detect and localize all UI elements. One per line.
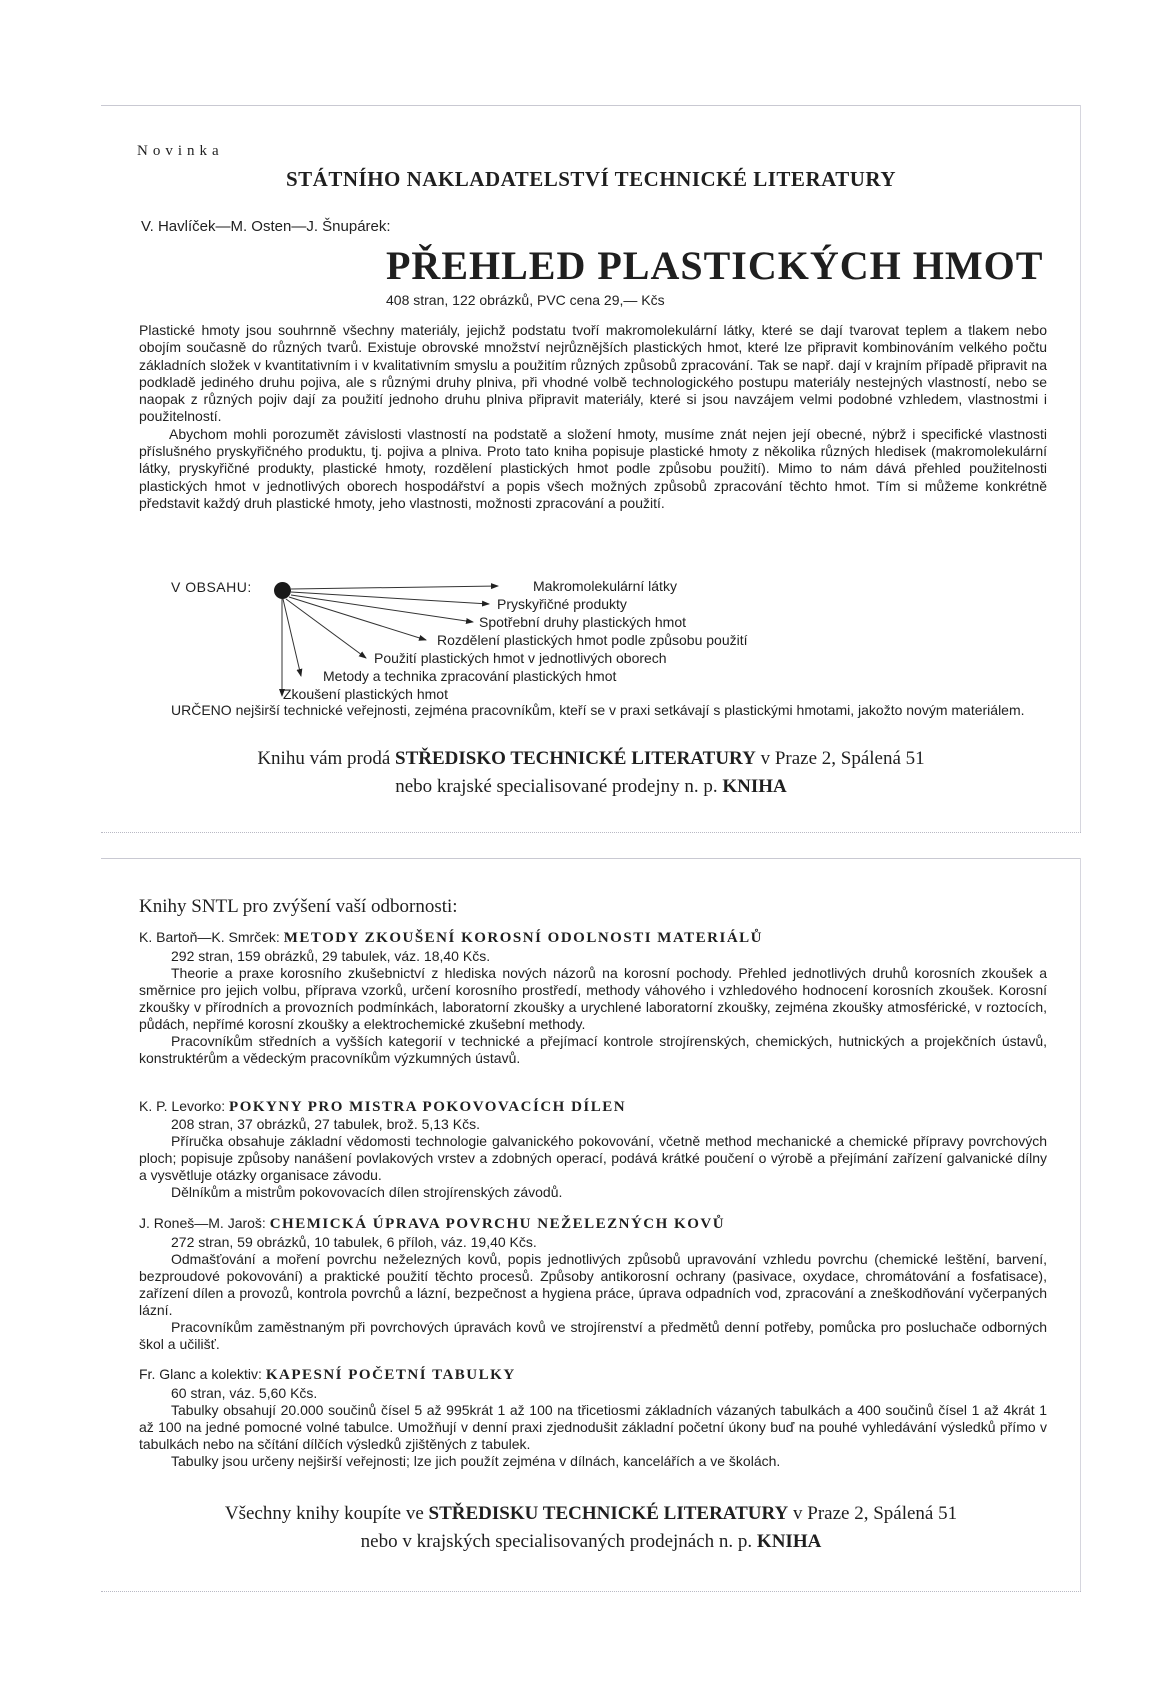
book-title: PŘEHLED PLASTICKÝCH HMOT <box>386 243 1044 288</box>
section-heading: Knihy SNTL pro zvýšení vaší odbornosti: <box>139 896 458 917</box>
contents-item: Spotřební druhy plastických hmot <box>479 614 686 630</box>
book-description <box>139 1133 1047 1201</box>
store-name: KNIHA <box>756 1531 822 1552</box>
book-title: POKYNY PRO MISTRA POKOVOVACÍCH DÍLEN <box>229 1099 627 1115</box>
contents-bullet <box>274 582 291 599</box>
sales-prefix: Knihu vám prodá <box>257 748 391 769</box>
description-paragraph: Plastické hmoty jsou souhrnně všechny materiály, jejichž podstatu tvoří makromolekulární látky, které se dají tvarovat teplem a tlakem nebo obojím současně do různých tvarů. Existuje obrovské množství nejrůznějších plastických hmot, které lze připravit kombinováním velkého počtu základních složek v kvantitativním i v kvalitativním smyslu a použitím různých způsobů zpracování. Tak se např. dají v krajním případě připravit na podkladě jediného druhu pojiva, ale s různými druhy plniva, při vhodné volbě technologického postupu materiály nestejných vlastností, nebo se naopak z různých pojiv dají za použití jednoho druhu plniva připravit materiály, které si jsou navzájem velmi podobné vzhledem, vlastnostmi i použitelností. <box>139 322 1047 425</box>
book-authors: Fr. Glanc a kolektiv: <box>139 1366 262 1382</box>
sales-prefix: nebo v krajských specialisovaných prodejnách n. p. <box>360 1531 753 1552</box>
book-entry-header <box>139 1215 725 1233</box>
book-description <box>139 322 1047 512</box>
description-paragraph: Dělníkům a mistrům pokovovacích dílen strojírenských závodů. <box>171 1184 563 1200</box>
contents-item: Makromolekulární látky <box>533 578 677 594</box>
book-meta: 60 stran, váz. 5,60 Kčs. <box>171 1385 318 1401</box>
book-title: CHEMICKÁ ÚPRAVA POVRCHU NEŽELEZNÝCH KOVŮ <box>269 1216 726 1232</box>
book-title: KAPESNÍ POČETNÍ TABULKY <box>265 1367 516 1383</box>
top-rule <box>101 858 1081 859</box>
book-meta: 292 stran, 159 obrázků, 29 tabulek, váz. 18,40 Kčs. <box>171 948 491 964</box>
book-description <box>139 1251 1047 1353</box>
book-meta: 208 stran, 37 obrázků, 27 tabulek, brož. 5,13 Kčs. <box>171 1116 480 1132</box>
contents-item: Pryskyřičné produkty <box>497 596 627 612</box>
book-entry-header <box>139 1098 626 1116</box>
contents-item: Použití plastických hmot v jednotlivých oborech <box>374 650 667 666</box>
book-authors: V. Havlíček—M. Osten—J. Šnupárek: <box>141 218 391 235</box>
contents-item: Rozdělení plastických hmot podle způsobu použití <box>437 632 748 648</box>
sales-prefix: Všechny knihy koupíte ve <box>224 1503 424 1524</box>
contents-item: Zkoušení plastických hmot <box>283 686 448 702</box>
description-paragraph: Tabulky jsou určeny nejširší veřejnosti; lze jich použít zejména v dílnách, kancelářích a ve školách. <box>171 1453 781 1469</box>
sales-info <box>101 745 1081 801</box>
novinka-label: Novinka <box>137 143 224 159</box>
book-description <box>139 1402 1047 1470</box>
contents-item: Metody a technika zpracování plastických hmot <box>323 668 617 684</box>
sales-prefix: nebo krajské specialisované prodejny n. p. <box>395 776 718 797</box>
book-authors: J. Roneš—M. Jaroš: <box>139 1215 266 1231</box>
description-paragraph: Odmašťování a moření povrchu neželezných kovů, popis jednotlivých způsobů upravování vzhledu povrchu (chemické leštění, barvení, bezproudové pokovování) a praktické použití těchto procesů. Způsoby antikorosní ochrany (pasivace, oxydace, chromátování a fosfatisace), zařízení dílen a provozů, kontrola povrchů a lázní, bezpečnost a hygiena práce, úprava odpadních vod, zpracování a zneškodňování vyčerpaných lázní. <box>139 1251 1047 1318</box>
book-title: METODY ZKOUŠENÍ KOROSNÍ ODOLNOSTI MATERIÁLŮ <box>283 930 764 946</box>
sales-info <box>101 1500 1081 1556</box>
book-entry-header <box>139 1366 516 1384</box>
bottom-rule <box>101 1591 1081 1592</box>
contents-label: V OBSAHU: <box>171 579 252 595</box>
target-audience-text: nejširší technické veřejnosti, zejména pracovníkům, kteří se v praxi setkávají s plastickými hmotami, jakožto novým materiálem. <box>235 702 1025 718</box>
description-paragraph: Příručka obsahuje základní vědomosti technologie galvanického pokovování, včetně method mechanické a chemické přípravy povrchových ploch; popisuje způsoby nanášení povlakových vrstev a zdobných operací, podává krátké poučení o výrobě a přejímání zařízení galvanické dílny a vysvětluje otázky organisace závodu. <box>139 1133 1047 1183</box>
description-paragraph: Theorie a praxe korosního zkušebnictví z hlediska nových názorů na korosní pochody. Přehled jednotlivých druhů korosních zkoušek a směrnice pro jejich volbu, příprava vzorků, určení korosního prostředí, methody váhového i vzhledového hodnocení korosních zkoušek. Korosní zkoušky v přírodních a provozních podmínkách, laboratorní zkoušky a urychlené laboratorní zkoušky, zejména zkoušky atmosférické, v roztocích, půdách, nepřímé korosní zkoušky a elektrochemické zkušební methody. <box>139 965 1047 1032</box>
book-authors: K. Bartoň—K. Smrček: <box>139 929 280 945</box>
description-paragraph: Pracovníkům středních a vyšších kategorií v technické a přejímací kontrole strojírenských, chemických, hutnických a projekčních ústavů, konstruktérům a vědeckým pracovníkům výzkumných ústavů. <box>139 1033 1047 1066</box>
store-name: STŘEDISKU TECHNICKÉ LITERATURY <box>428 1503 789 1524</box>
book-entry-header <box>139 929 763 947</box>
right-rule <box>1080 858 1081 1592</box>
book-meta: 272 stran, 59 obrázků, 10 tabulek, 6 příloh, váz. 19,40 Kčs. <box>171 1234 537 1250</box>
top-rule <box>101 105 1081 106</box>
advertisement-sntl-books <box>101 858 1081 1592</box>
book-description <box>139 965 1047 1067</box>
sales-line <box>101 773 1081 801</box>
right-rule <box>1080 105 1081 833</box>
sales-line <box>101 1528 1081 1556</box>
store-name: KNIHA <box>722 776 787 797</box>
book-meta: 408 stran, 122 obrázků, PVC cena 29,— Kčs <box>386 292 665 308</box>
book-authors: K. P. Levorko: <box>139 1098 226 1114</box>
sales-line <box>101 745 1081 773</box>
description-paragraph: Tabulky obsahují 20.000 součinů čísel 5 až 995krát 1 až 100 na třicetiosmi základních vázaných tabulkách a 400 součinů čísel 1 až 4krát 1 až 100 na jedné pomocné volné tabulce. Umožňují v denní praxi zjednodušit základní početní úkony buď na pouhé vyhledávání výsledků přímo v tabulkách nebo na sčítání dílčích výsledků zjištěných z tabulek. <box>139 1402 1047 1452</box>
bottom-rule <box>101 832 1081 833</box>
description-paragraph: Pracovníkům zaměstnaným při povrchových úpravách kovů ve strojírenství a předmětů denní potřeby, pomůcka pro posluchače odborných škol a učilišť. <box>139 1319 1047 1352</box>
advertisement-plasticke-hmoty <box>101 105 1081 833</box>
target-audience-label: URČENO <box>171 702 232 718</box>
sales-line <box>101 1500 1081 1528</box>
store-address: v Praze 2, Spálená 51 <box>793 1503 958 1524</box>
publisher-name: STÁTNÍHO NAKLADATELSTVÍ TECHNICKÉ LITERATURY <box>286 167 896 191</box>
description-paragraph: Abychom mohli porozumět závislosti vlastností na podstatě a složení hmoty, musíme znát nejen její obecné, nýbrž i specifické vlastnosti příslušného pryskyřičného produktu, tj. pojiva a plniva. Proto tato kniha popisuje plastické hmoty z několika různých hledisek (makromolekulární látky, pryskyřičné produkty, plastické hmoty, rozdělení plastických hmot podle způsobu použití). Mimo to nám dává přehled použitelnosti plastických hmot v jednotlivých oborech hospodářství a popis všech možných způsobů zpracování těchto hmot. Tím si můžeme konkrétně představit každý druh plastické hmoty, jeho vlastnosti, možnosti zpracování a použití. <box>139 425 1047 511</box>
target-audience <box>171 701 1051 719</box>
store-name: STŘEDISKO TECHNICKÉ LITERATURY <box>395 748 756 769</box>
store-address: v Praze 2, Spálená 51 <box>760 748 925 769</box>
